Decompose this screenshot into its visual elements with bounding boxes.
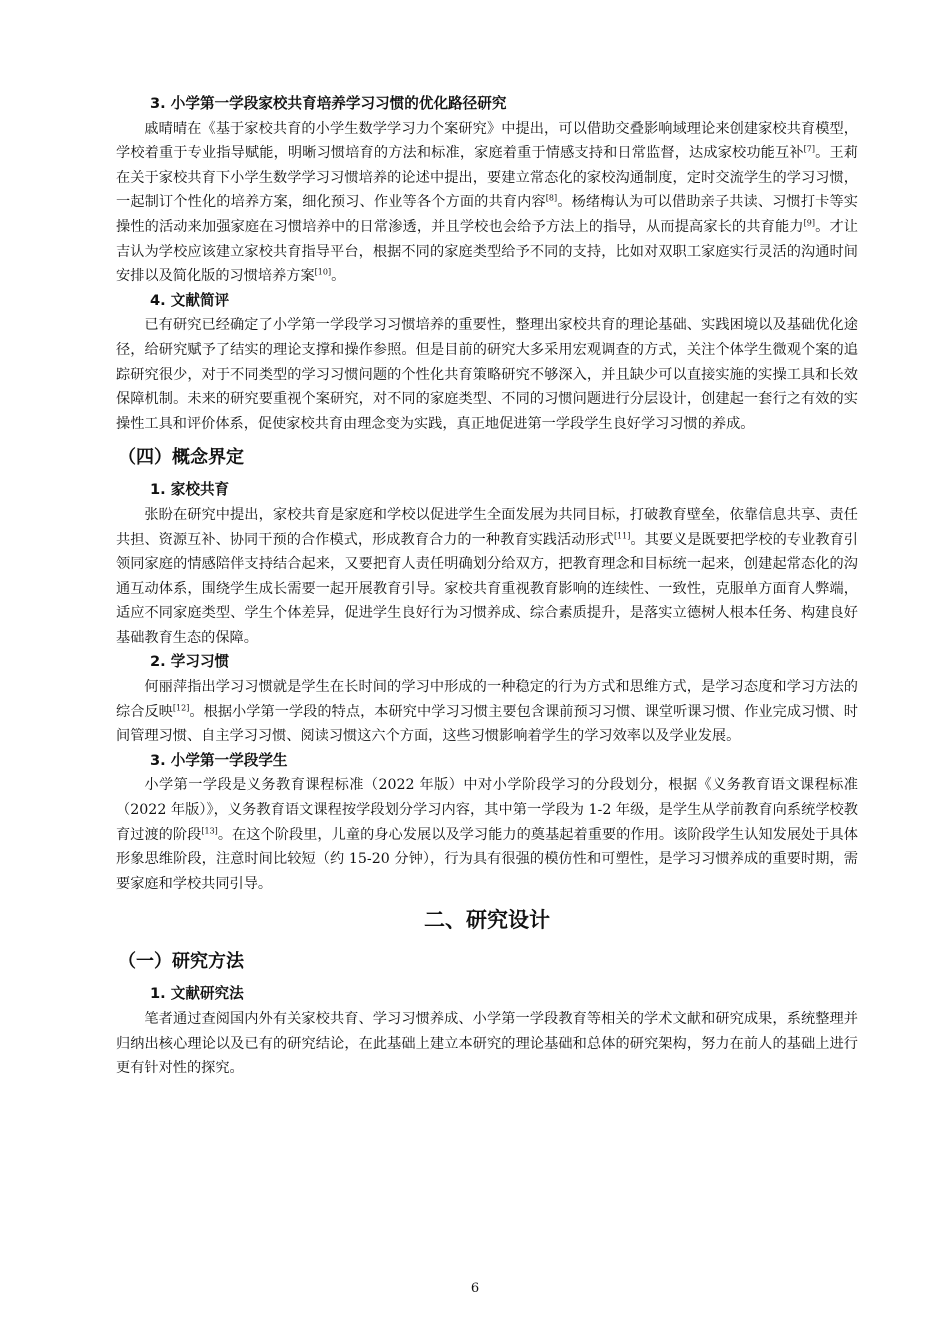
citation-marker: [7] [803,144,815,154]
text-run: 。杨绪梅认为可以借助亲子共读、习惯打卡等实操性的活动来加强家庭在习惯培养中的日常渗透，并且学校也会给予方法上的指导，从而提高家长的共育能力 [116,194,858,235]
paragraph-home-school [116,503,858,651]
heading-literature-method: 1. 文献研究法 [150,985,244,1003]
text-run: 已有研究已经确定了小学第一学段学习习惯培养的重要性，整理出家校共育的理论基础、实践困境以及基础优化途径，给研究赋予了结实的理论支撑和操作参照。但是目前的研究大多采用宏观调查的方式，关注个体学生微观个案的追踪研究很少，对于不同类型的学习习惯问题的个性化共育策略研究不够深入，并且缺少可以直接实施的实操工具和长效保障机制。未来的研究要重视个案研究，对不同的家庭类型、不同的习惯问题进行分层设计，创建起一套行之有效的实操性工具和评价体系，促使家校共育由理念变为实践，真正地促进第一学段学生良好学习习惯的养成。 [116,317,858,432]
heading-research-methods: （一）研究方法 [118,951,244,973]
heading-concept-definition: （四）概念界定 [118,447,244,469]
text-run: 戚晴晴在《基于家校共育的小学生数学学习力个案研究》中提出，可以借助交叠影响域理论来创建家校共育模型，学校着重于专业指导赋能，明晰习惯培育的方法和标准，家庭着重于情感支持和日常监督，达成家校功能互补 [116,120,858,162]
text-run: 。在这个阶段里，儿童的身心发展以及学习能力的奠基起着重要的作用。该阶段学生认知发展处于具体形象思维阶段，注意时间比较短（约 15-20 分钟），行为具有很强的模仿性和可塑性，是学习习惯养成的重要时期，需要家庭和学校共同引导。 [116,826,858,892]
citation-marker: [12] [172,702,190,712]
paragraph-optimization-path [116,117,858,289]
heading-research-design: 二、研究设计 [424,908,550,933]
text-run: 。根据小学第一学段的特点，本研究中学习习惯主要包含课前预习习惯、课堂听课习惯、作业完成习惯、时间管理习惯、自主学习习惯、阅读习惯这六个方面，这些习惯影响着学生的学习效率以及学业发展。 [116,703,858,745]
text-run: 。王莉在关于家校共育下小学生数学学习习惯培养的论述中提出，要建立常态化的家校沟通制度，定时交流学生的学习习惯，一起制订个性化的培养方案，细化预习、作业等各个方面的共育内容 [116,145,858,211]
heading-study-habits: 2. 学习习惯 [150,653,230,671]
citation-marker: [10] [314,267,332,277]
citation-marker: [11] [613,530,631,540]
text-run: 何丽萍指出学习习惯就是学生在长时间的学习中形成的一种稳定的行为方式和思维方式，是学习态度和学习方法的综合反映 [116,679,858,720]
paragraph-first-stage-students [116,773,858,896]
citation-marker: [13] [201,825,218,835]
heading-home-school: 1. 家校共育 [150,481,230,499]
text-run: 张盼在研究中提出，家校共育是家庭和学校以促进学生全面发展为共同目标，打破教育壁垒，依靠信息共享、责任共担、资源互补、协同干预的合作模式，形成教育合力的一种教育实践活动形式 [116,506,858,548]
citation-marker: [8] [545,193,558,203]
text-run: 。 [331,268,346,285]
text-run: 。才让吉认为学校应该建立家校共育指导平台，根据不同的家庭类型给予不同的支持，比如对双职工家庭实行灵活的沟通时间安排以及简化版的习惯培养方案 [116,218,858,285]
text-run: 。其要义是既要把学校的专业教育引领同家庭的情感陪伴支持结合起来，又要把育人责任明确划分给双方，把教育理念和目标统一起来，创建起常态化的沟通互动体系，围绕学生成长需要一起开展教育引导。家校共育重视教育影响的连续性、一致性，克服单方面育人弊端，适应不同家庭类型、学生个体差异，促进学生良好行为习惯养成、综合素质提升，是落实立德树人根本任务、构建良好基础教育生态的保障。 [116,531,858,646]
text-run: 小学第一学段是义务教育课程标准（2022 年版）中对小学阶段学习的分段划分，根据《义务教育语文课程标准（2022 年版）》，义务教育语文课程按学段划分学习内容，其中第一学段为 1-2 年级，是学生从学前教育向系统学校教育过渡的阶段 [116,777,858,843]
page-number: 6 [470,1281,480,1296]
paragraph-literature-review [116,313,858,436]
heading-optimization-path: 3. 小学第一学段家校共育培养学习习惯的优化路径研究 [150,95,507,112]
heading-first-stage-students: 3. 小学第一学段学生 [150,751,288,769]
text-run: 笔者通过查阅国内外有关家校共育、学习习惯养成、小学第一学段教育等相关的学术文献和研究成果，系统整理并归纳出核心理论以及已有的研究结论，在此基础上建立本研究的理论基础和总体的研究架构，努力在前人的基础上进行更有针对性的探究。 [116,1011,858,1077]
heading-literature-review: 4. 文献简评 [150,291,230,309]
citation-marker: [9] [803,218,815,228]
page-body [116,92,858,1081]
paragraph-study-habits [116,675,858,749]
paragraph-literature-method [116,1007,858,1081]
